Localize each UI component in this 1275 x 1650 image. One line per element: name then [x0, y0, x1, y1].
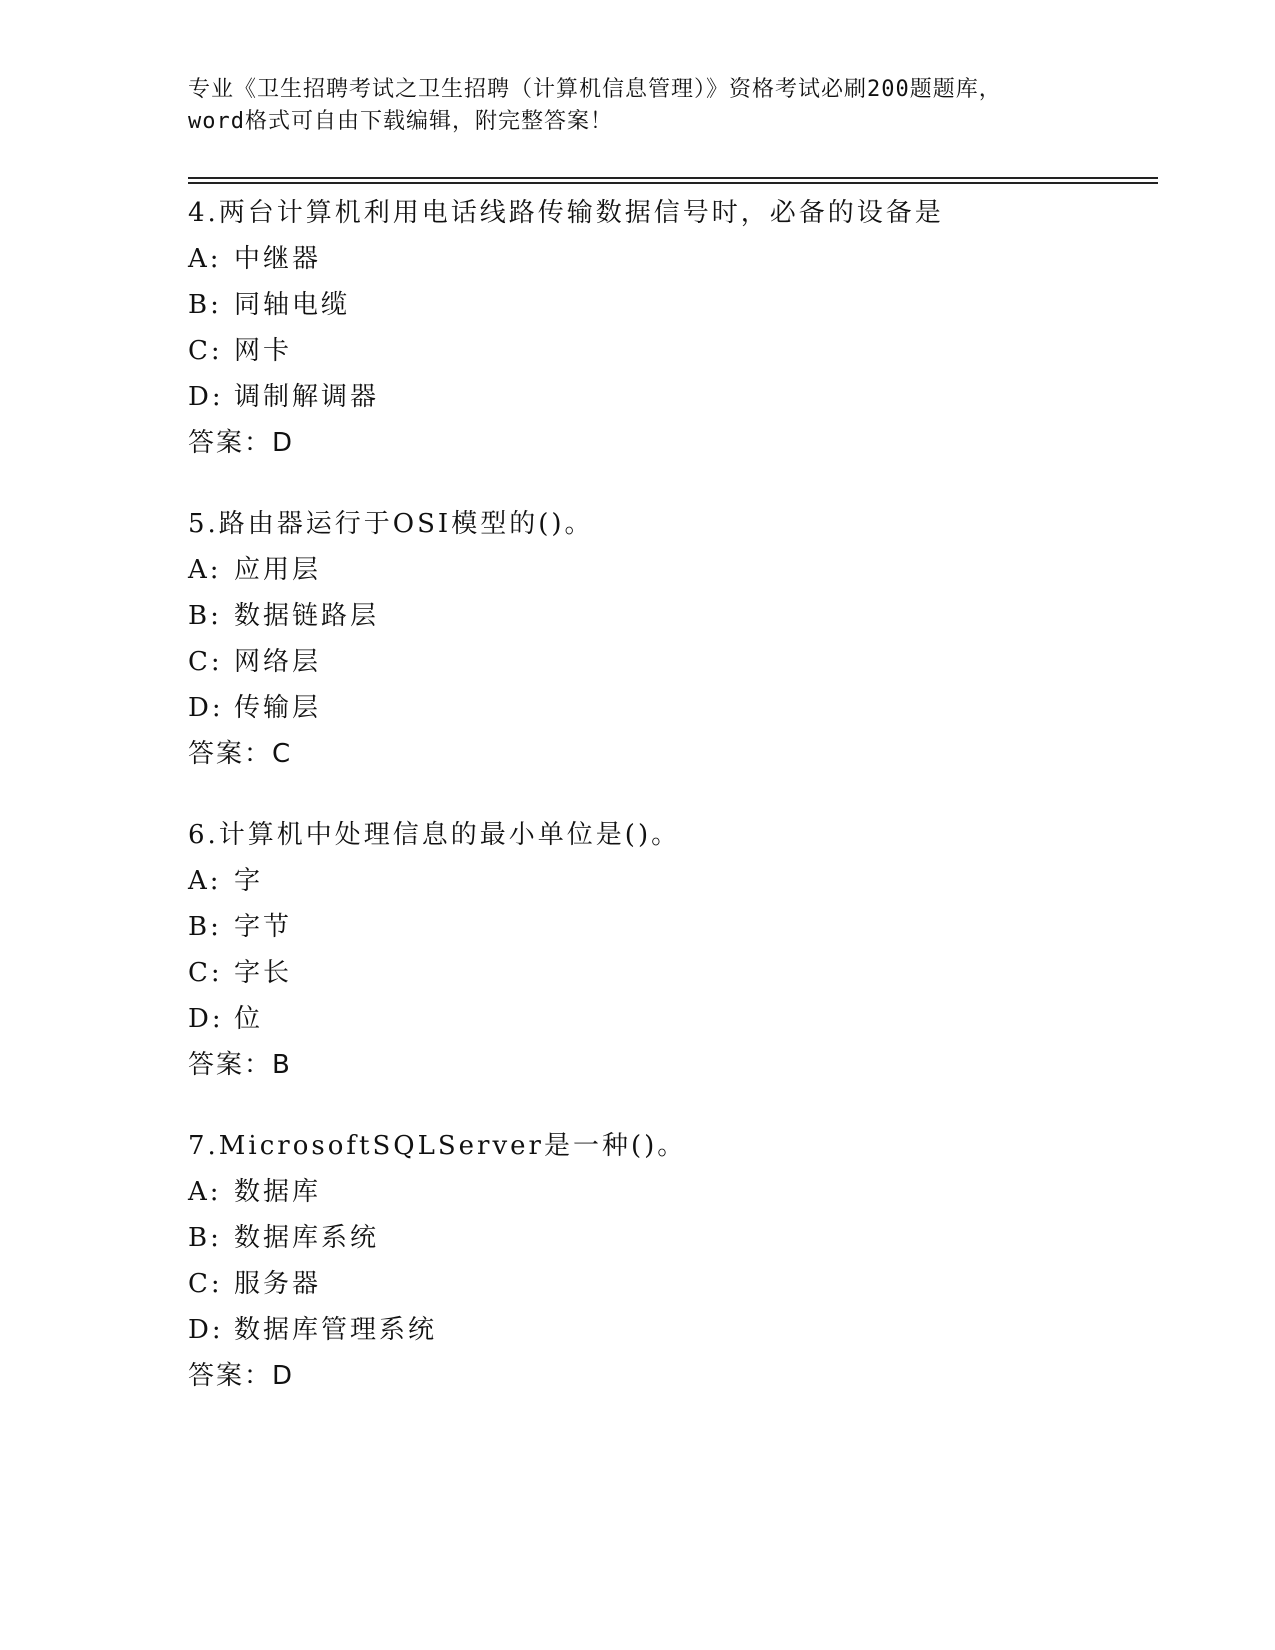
option-a [188, 858, 1158, 904]
option-a [188, 547, 1158, 593]
question-item [188, 501, 1158, 777]
option-letter: D: [188, 382, 224, 412]
answer-line: 答案：D [188, 428, 295, 458]
header-divider-bottom [188, 182, 1158, 184]
option-letter: C: [188, 336, 223, 366]
option-c [188, 950, 1158, 996]
option-d [188, 685, 1158, 731]
answer-line: 答案：B [188, 1050, 292, 1080]
option-letter: D: [188, 1004, 224, 1034]
option-a [188, 1169, 1158, 1215]
option-text: 字节 [234, 912, 293, 942]
option-letter: C: [188, 1269, 223, 1299]
option-text: 服务器 [234, 1269, 322, 1299]
option-letter: A: [188, 1177, 222, 1207]
option-d [188, 1307, 1158, 1353]
document-header [188, 74, 1088, 138]
option-letter: C: [188, 958, 223, 988]
option-letter: D: [188, 693, 224, 723]
option-text: 应用层 [234, 555, 322, 585]
option-letter: C: [188, 647, 223, 677]
option-text: 传输层 [234, 693, 322, 723]
question-item [188, 190, 1158, 466]
option-text: 同轴电缆 [234, 290, 351, 320]
option-b [188, 1215, 1158, 1261]
option-text: 数据库系统 [234, 1223, 380, 1253]
option-c [188, 328, 1158, 374]
option-text: 位 [234, 1004, 264, 1034]
option-d [188, 996, 1158, 1042]
option-text: 数据库管理系统 [234, 1315, 438, 1345]
option-text: 中继器 [234, 244, 322, 274]
option-letter: B: [188, 912, 222, 942]
question-stem: 6.计算机中处理信息的最小单位是()。 [188, 820, 681, 850]
option-letter: D: [188, 1315, 224, 1345]
option-text: 调制解调器 [234, 382, 380, 412]
option-d [188, 374, 1158, 420]
question-item [188, 1123, 1158, 1399]
option-letter: A: [188, 244, 222, 274]
option-c [188, 1261, 1158, 1307]
answer-line: 答案：C [188, 739, 293, 769]
question-item [188, 812, 1158, 1088]
question-list [188, 190, 1158, 1399]
header-line-1: 专业《卫生招聘考试之卫生招聘（计算机信息管理）》资格考试必刷200题题库， [188, 77, 1002, 102]
option-b [188, 282, 1158, 328]
question-stem: 5.路由器运行于OSI模型的()。 [188, 509, 594, 539]
option-text: 网卡 [234, 336, 293, 366]
option-letter: B: [188, 601, 222, 631]
option-b [188, 593, 1158, 639]
option-text: 字长 [234, 958, 293, 988]
option-letter: A: [188, 866, 222, 896]
header-line-2: word格式可自由下载编辑，附完整答案！ [188, 109, 613, 134]
question-stem: 7.MicrosoftSQLServer是一种()。 [188, 1131, 687, 1161]
option-text: 数据库 [234, 1177, 322, 1207]
option-letter: B: [188, 1223, 222, 1253]
header-divider-top [188, 177, 1158, 179]
answer-line: 答案：D [188, 1361, 295, 1391]
option-c [188, 639, 1158, 685]
option-text: 字 [234, 866, 264, 896]
option-letter: B: [188, 290, 222, 320]
option-a [188, 236, 1158, 282]
option-text: 数据链路层 [234, 601, 380, 631]
option-letter: A: [188, 555, 222, 585]
option-text: 网络层 [234, 647, 322, 677]
question-stem: 4.两台计算机利用电话线路传输数据信号时，必备的设备是 [188, 198, 944, 228]
option-b [188, 904, 1158, 950]
